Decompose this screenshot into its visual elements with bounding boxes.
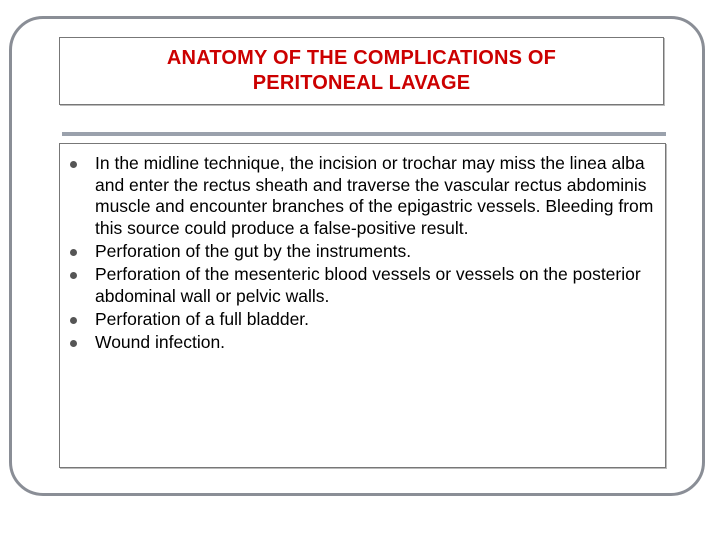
- bullet-item: [70, 332, 657, 354]
- bullet-dot-icon: [70, 272, 77, 279]
- bullet-text: Perforation of a full bladder.: [95, 308, 310, 329]
- bullet-dot-icon: [70, 340, 77, 347]
- content-box: [59, 143, 666, 468]
- bullet-item: [70, 264, 657, 307]
- bullet-dot-icon: [70, 161, 77, 168]
- bullet-dot-icon: [70, 317, 77, 324]
- bullet-item: [70, 241, 657, 263]
- divider-rule: [62, 132, 666, 136]
- slide-title-line-2: PERITONEAL LAVAGE: [252, 72, 471, 94]
- bullet-list: [70, 153, 657, 355]
- bullet-text: Perforation of the mesenteric blood vessels or vessels on the posterior abdominal wall or pelvic walls.: [95, 263, 641, 306]
- bullet-item: [70, 153, 657, 239]
- bullet-text: Perforation of the gut by the instruments.: [95, 240, 412, 261]
- title-box: [59, 37, 664, 105]
- bullet-item: [70, 309, 657, 331]
- slide-title-line-1: ANATOMY OF THE COMPLICATIONS OF: [166, 47, 557, 69]
- bullet-text: Wound infection.: [95, 331, 226, 352]
- bullet-dot-icon: [70, 249, 77, 256]
- bullet-text: In the midline technique, the incision or trochar may miss the linea alba and enter the rectus sheath and traverse the vascular rectus abdominis muscle and encounter branches of the epigastric vessels. Bleeding from this source could produce a false-positive result.: [95, 153, 654, 238]
